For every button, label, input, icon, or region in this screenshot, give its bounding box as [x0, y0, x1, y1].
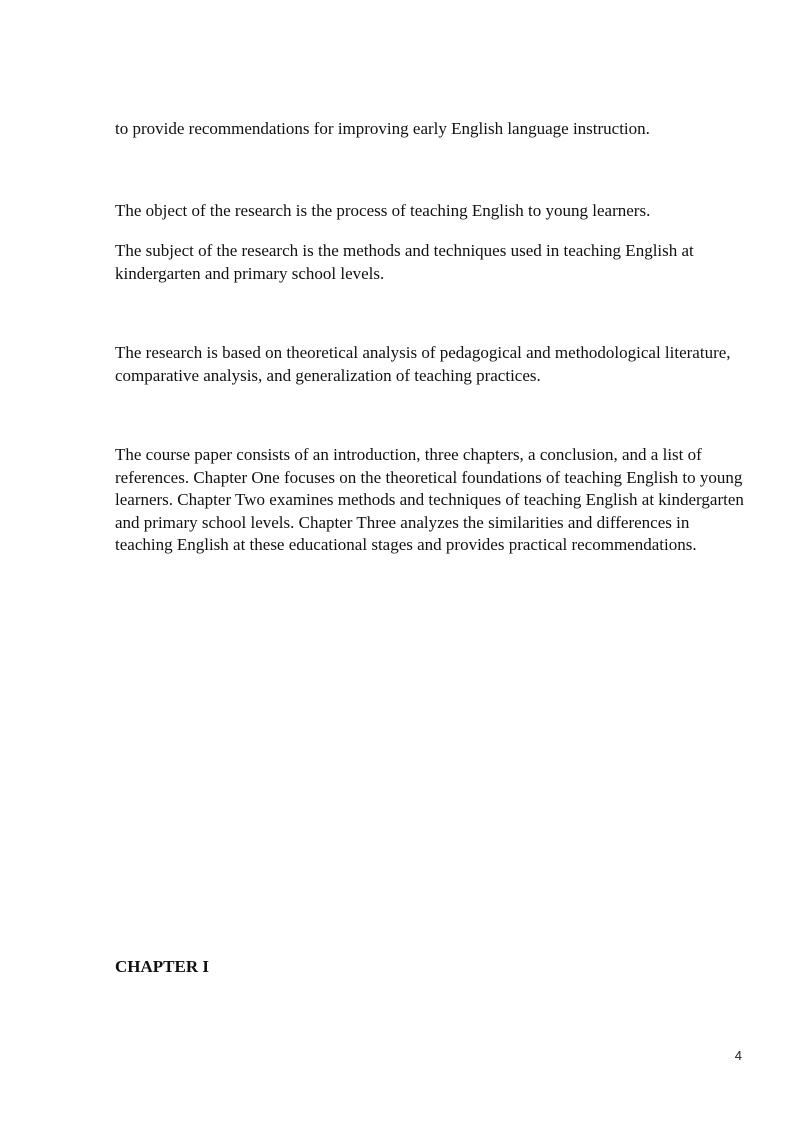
paragraph-aims-continuation: to provide recommendations for improving early English language instruction.: [115, 119, 650, 138]
page-number: 4: [734, 1048, 742, 1063]
paragraph-research-object: The object of the research is the process of teaching English to young learners.: [115, 201, 651, 220]
paragraph-paper-structure: The course paper consists of an introduction, three chapters, a conclusion, and a list of references. Chapter One focuses on the theoretical foundations of teaching English to young learners. Chapter Two examines methods and techniques of teaching English at kindergarten and primary school levels. Chapter Three analyzes the similarities and differences in teaching English at these educational stages and provides practical recommendations.: [115, 445, 744, 554]
paragraph-research-methods: The research is based on theoretical analysis of pedagogical and methodological literature, comparative analysis, and generalization of teaching practices.: [115, 343, 731, 385]
chapter-heading: CHAPTER I: [115, 957, 209, 976]
paragraph-research-subject: The subject of the research is the methods and techniques used in teaching English at kindergarten and primary school levels.: [115, 241, 694, 283]
